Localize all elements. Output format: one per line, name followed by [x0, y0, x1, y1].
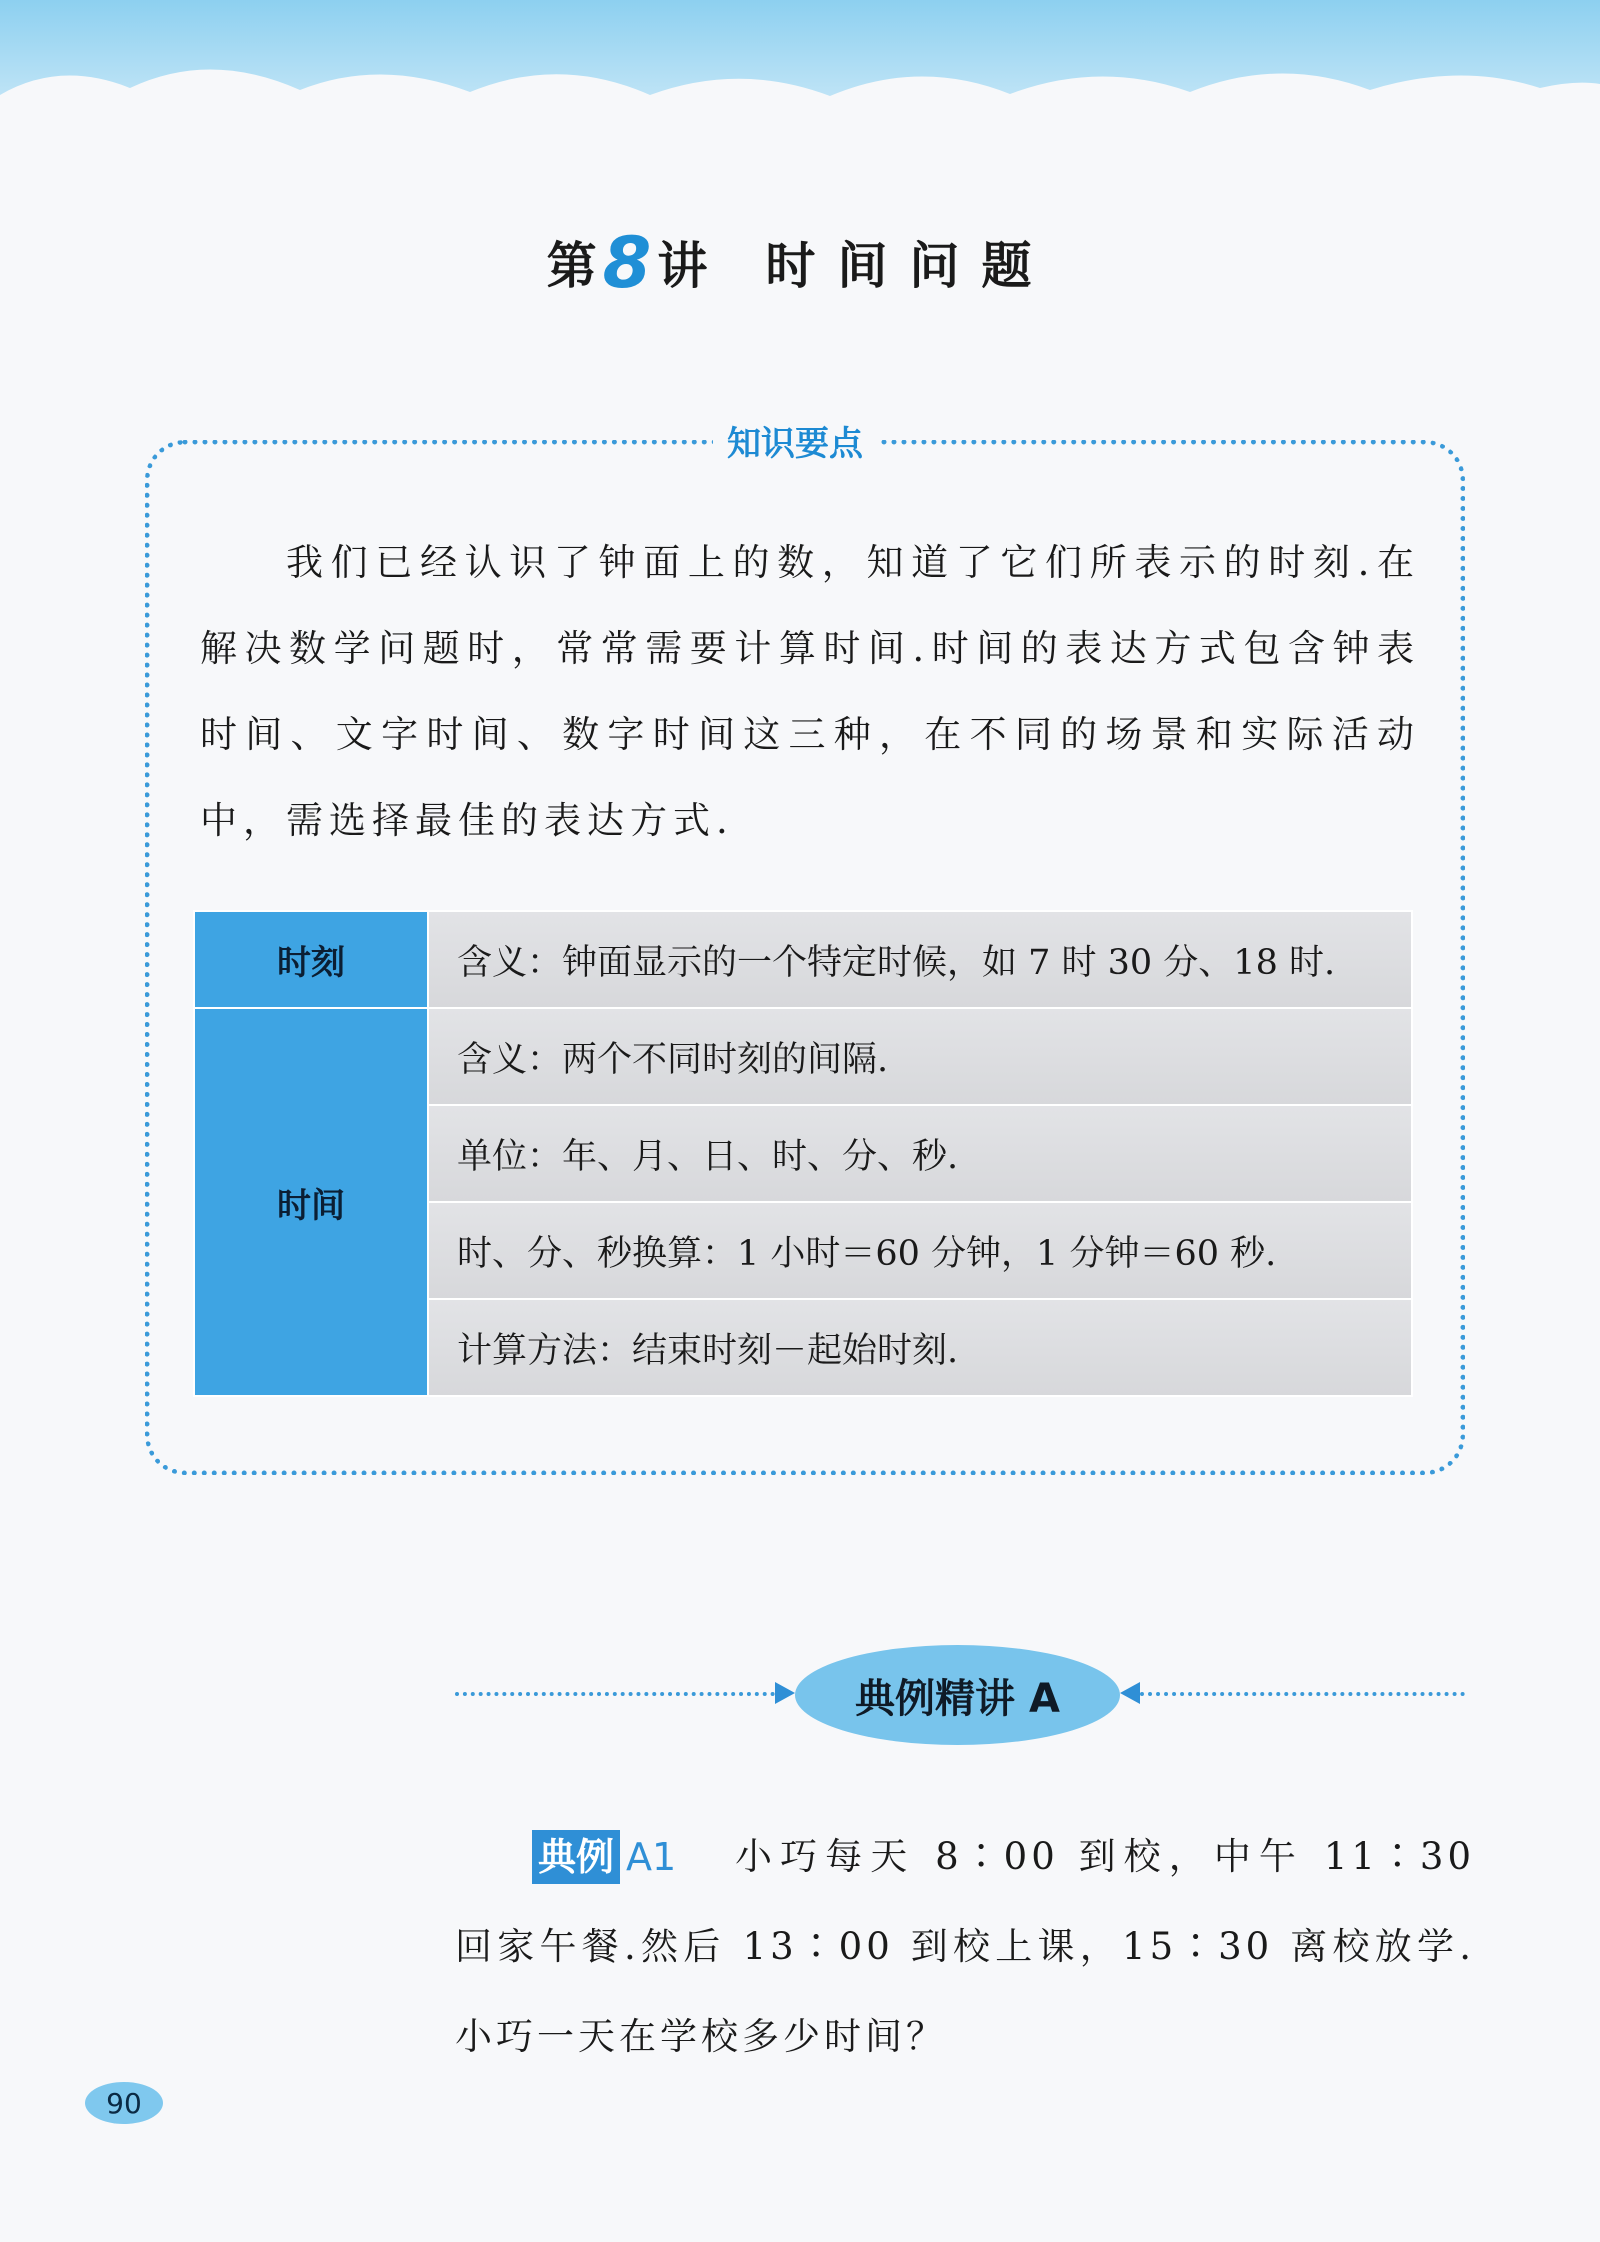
cell-duration-meaning: 含义：两个不同时刻的间隔.: [428, 1008, 1412, 1105]
header-cloud-banner: [0, 0, 1600, 130]
row-header-moment: 时刻: [194, 911, 428, 1008]
lecture-number: 8: [602, 222, 654, 304]
section-divider-right: [1140, 1692, 1465, 1696]
knowledge-paragraph: 我们已经认识了钟面上的数，知道了它们所表示的时刻.在解决数学问题时，常常需要计算时间.时间的表达方式包含钟表时间、文字时间、数字时间这三种，在不同的场景和实际活动中，需选择最佳的表达方式.: [200, 541, 1420, 842]
row-header-duration: 时间: [194, 1008, 428, 1396]
cell-duration-method: 计算方法：结束时刻－起始时刻.: [428, 1299, 1412, 1396]
section-divider-left: [455, 1692, 775, 1696]
table-row: [194, 1008, 1412, 1105]
knowledge-table: [193, 910, 1413, 1397]
table-row: [194, 911, 1412, 1008]
cell-moment-meaning: 含义：钟面显示的一个特定时候，如 7 时 30 分、18 时.: [428, 911, 1412, 1008]
title-prefix: 第: [546, 237, 599, 295]
arrow-left-icon: [1120, 1682, 1140, 1704]
knowledge-tag: 知识要点: [713, 416, 877, 465]
example-badge-label: 典例: [532, 1830, 620, 1884]
page-number: 90: [85, 2082, 163, 2124]
title-topic: 时间问题: [765, 237, 1054, 295]
cell-duration-units: 单位：年、月、日、时、分、秒.: [428, 1105, 1412, 1202]
example-section-label: 典例精讲 A: [795, 1645, 1120, 1745]
example-badge-id: A1: [626, 1835, 677, 1879]
example-problem-text: 小巧每天 8∶00 到校，中午 11∶30 回家午餐.然后 13∶00 到校上课，15∶30 离校放学.小巧一天在学校多少时间？: [455, 1835, 1475, 2058]
title-suffix: 讲: [657, 237, 710, 295]
arrow-right-icon: [775, 1682, 795, 1704]
page-title: [0, 218, 1600, 304]
cell-duration-conversion: 时、分、秒换算：1 小时＝60 分钟，1 分钟＝60 秒.: [428, 1202, 1412, 1299]
